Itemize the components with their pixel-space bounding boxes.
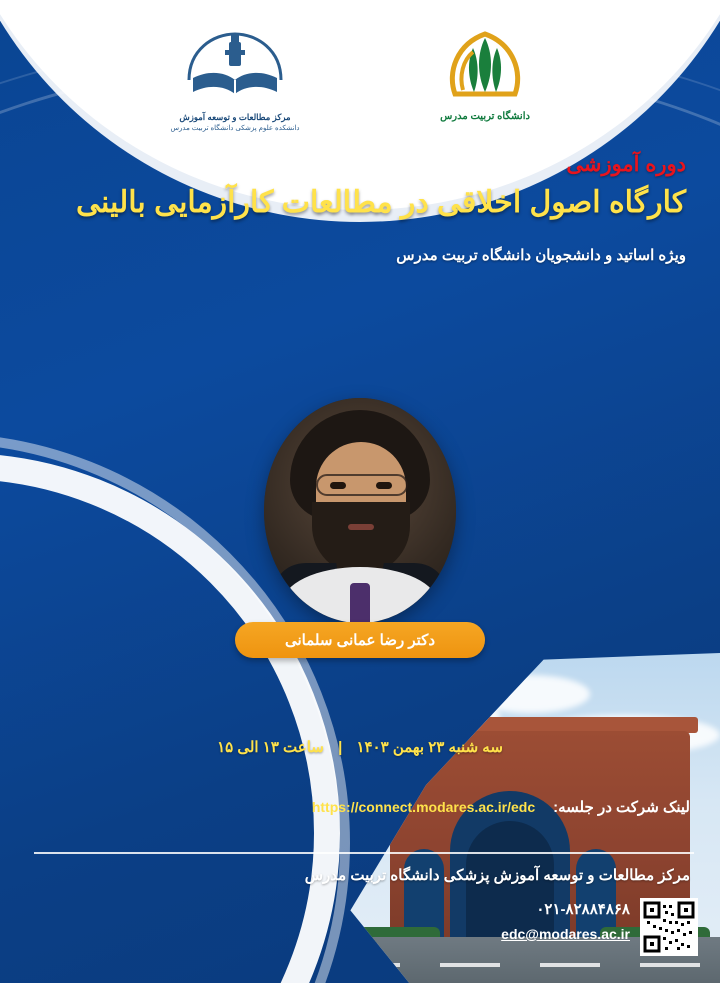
speaker-name-badge: دکتر رضا عمانی سلمانی — [235, 622, 485, 658]
page-title: کارگاه اصول اخلاقی در مطالعات کارآزمایی بالینی — [76, 186, 686, 219]
event-date: سه شنبه ۲۳ بهمن ۱۴۰۳ — [356, 739, 503, 756]
road-marking — [540, 963, 600, 967]
footer-divider — [34, 852, 694, 854]
road-marking — [340, 963, 400, 967]
road-marking — [440, 963, 500, 967]
portrait-tie — [350, 583, 370, 623]
portrait-mouth — [348, 524, 374, 530]
edc-logo-label — [140, 111, 330, 134]
edc-logo-block — [140, 28, 330, 134]
course-kicker: دوره آموزشی — [566, 153, 686, 176]
logo-row — [0, 28, 720, 134]
footer-contact-block — [501, 900, 630, 944]
road-marking — [640, 963, 700, 967]
university-logo-label: دانشگاه تربیت مدرس — [440, 111, 530, 122]
meeting-link-row — [30, 798, 690, 816]
edc-book-logo-icon — [140, 28, 330, 107]
speaker-portrait — [264, 398, 456, 623]
meeting-link-url[interactable]: https://connect.modares.ac.ir/edc — [311, 799, 536, 815]
schedule-line — [0, 738, 720, 756]
edc-logo-line2: دانشکده علوم پزشکی دانشگاه تربیت مدرس — [170, 124, 300, 132]
footer-email[interactable]: edc@modares.ac.ir — [501, 926, 630, 942]
cloud-shape — [470, 675, 590, 713]
event-time: ساعت ۱۳ الی ۱۵ — [217, 739, 324, 756]
portrait-eye-left — [330, 482, 346, 489]
schedule-separator: | — [338, 739, 343, 756]
audience-subtitle: ویژه اساتید و دانشجویان دانشگاه تربیت مدرس — [396, 246, 686, 264]
portrait-eye-right — [376, 482, 392, 489]
meeting-link-label: لینک شرکت در جلسه: — [553, 799, 690, 816]
footer-organization: مرکز مطالعات و توسعه آموزش پزشکی دانشگاه تربیت مدرس — [304, 867, 690, 884]
edc-logo-line1: مرکز مطالعات و توسعه آموزش — [179, 112, 291, 122]
title-block — [34, 152, 686, 264]
footer-phone: ۰۲۱-۸۲۸۸۴۸۶۸ — [536, 901, 630, 918]
qr-code-icon[interactable] — [640, 898, 698, 956]
university-logo-block — [390, 28, 580, 122]
tarbiat-modares-university-logo-icon — [390, 28, 580, 109]
